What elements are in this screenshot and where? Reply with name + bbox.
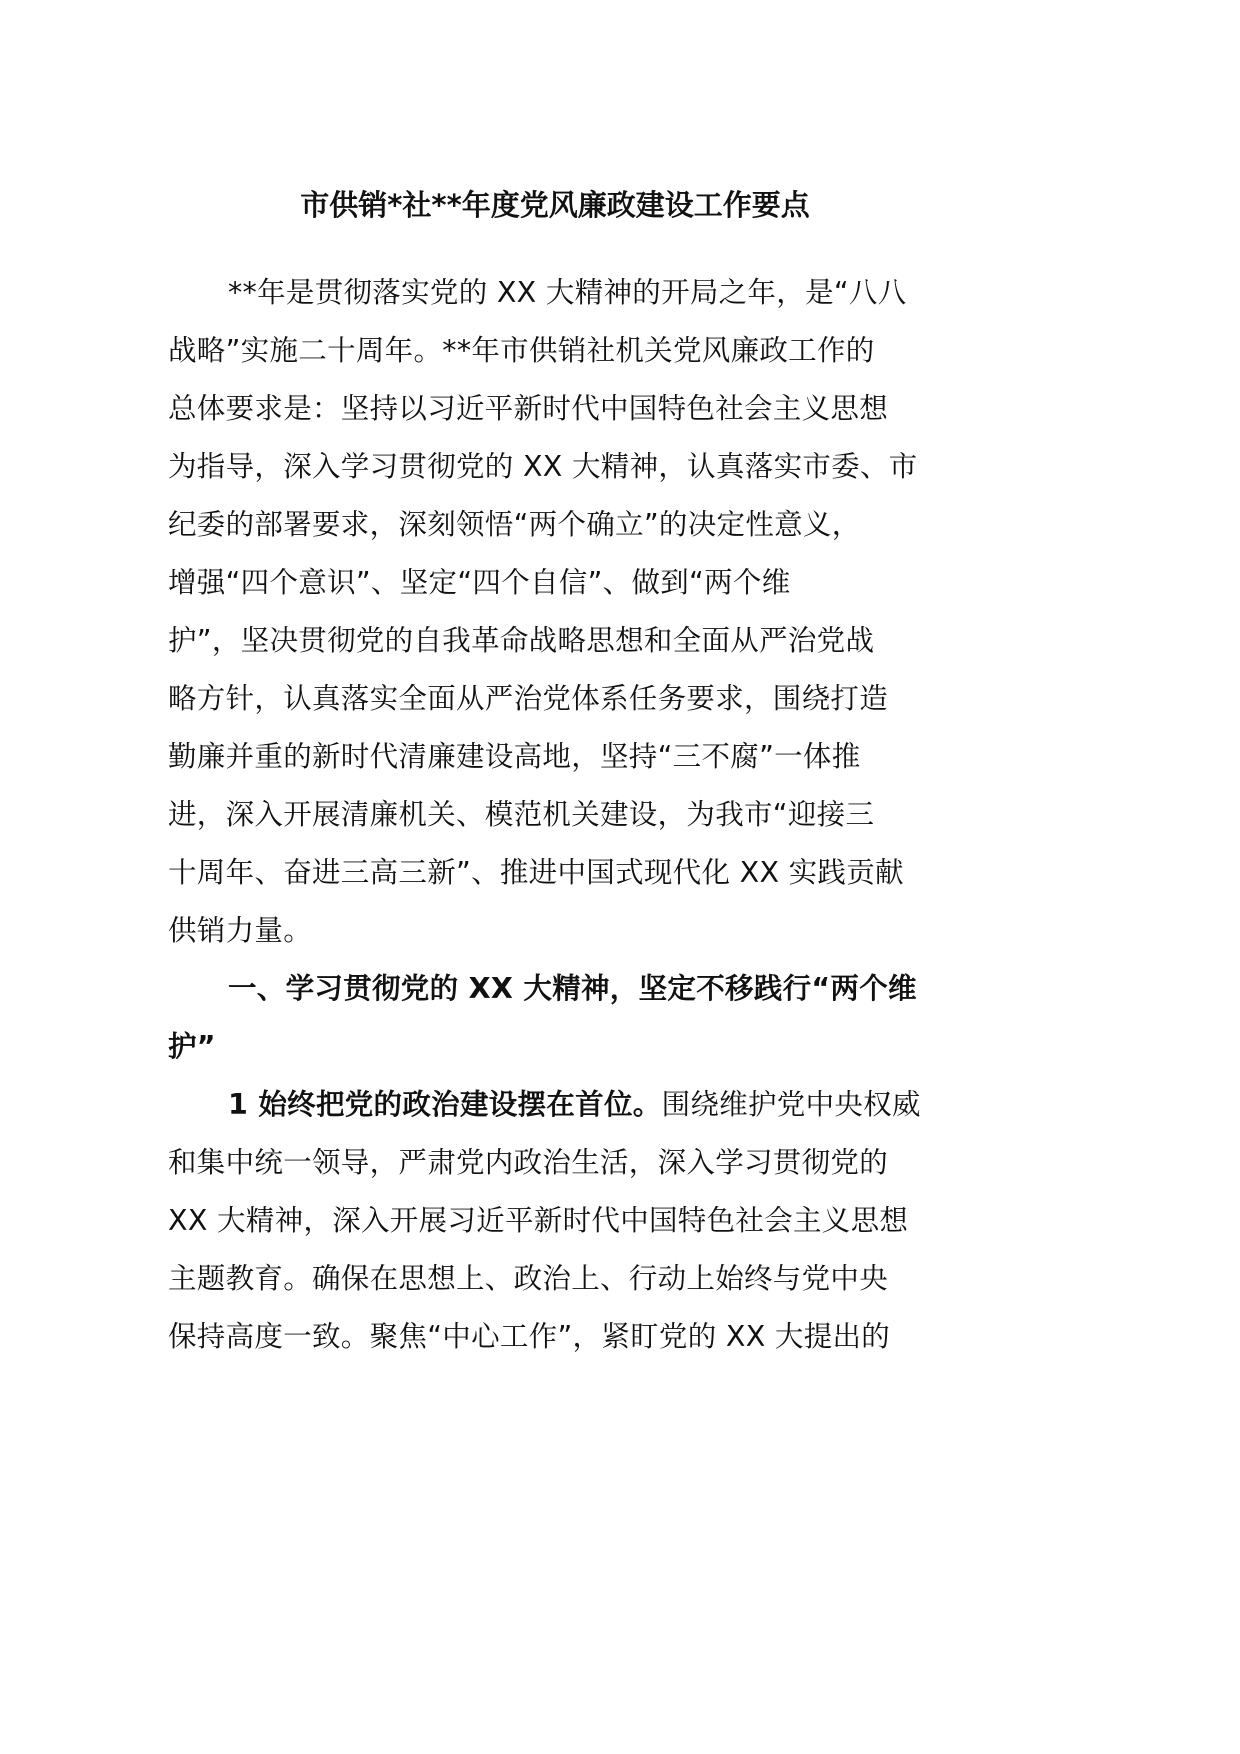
item-text: 围绕维护党中央权威: [661, 1088, 921, 1121]
item-1-paragraph: [168, 1082, 948, 1372]
paragraph-line: 进，深入开展清廉机关、模范机关建设，为我市“迎接三: [168, 798, 875, 831]
paragraph-line: 纪委的部署要求，深刻领悟“两个确立”的决定性意义，: [168, 508, 861, 541]
item-lead: 1 始终把党的政治建设摆在首位。: [228, 1088, 662, 1121]
paragraph-line: **年是贯彻落实党的 XX 大精神的开局之年，是“八八: [228, 276, 907, 309]
paragraph-line: 保持高度一致。聚焦“中心工作”，紧盯党的 XX 大提出的: [168, 1320, 891, 1353]
paragraph-line: 供销力量。: [168, 914, 313, 947]
heading-line: 护”: [168, 1030, 216, 1063]
document-title: 市供销*社**年度党风廉政建设工作要点: [300, 188, 810, 222]
intro-paragraph: [168, 270, 948, 966]
paragraph-line: 增强“四个意识”、坚定“四个自信”、做到“两个维: [168, 566, 791, 599]
paragraph-line: XX 大精神，深入开展习近平新时代中国特色社会主义思想: [168, 1204, 909, 1237]
paragraph-line: 和集中统一领导，严肃党内政治生活，深入学习贯彻党的: [168, 1146, 889, 1179]
paragraph-line: 总体要求是：坚持以习近平新时代中国特色社会主义思想: [168, 392, 889, 425]
paragraph-line: 主题教育。确保在思想上、政治上、行动上始终与党中央: [168, 1262, 889, 1295]
paragraph-line: 十周年、奋进三高三新”、推进中国式现代化 XX 实践贡献: [168, 856, 904, 889]
paragraph-line: 勤廉并重的新时代清廉建设高地，坚持“三不腐”一体推: [168, 740, 861, 773]
paragraph-line: [168, 1082, 948, 1140]
paragraph-line: 为指导，深入学习贯彻党的 XX 大精神，认真落实市委、市: [168, 450, 918, 483]
section-heading-1: [168, 966, 948, 1082]
paragraph-line: 护”，坚决贯彻党的自我革命战略思想和全面从严治党战: [168, 624, 875, 657]
document-body: [168, 270, 948, 1372]
paragraph-line: 战略”实施二十周年。**年市供销社机关党风廉政工作的: [168, 334, 875, 367]
heading-line: 一、学习贯彻党的 XX 大精神，坚定不移践行“两个维: [228, 972, 917, 1005]
paragraph-line: 略方针，认真落实全面从严治党体系任务要求，围绕打造: [168, 682, 889, 715]
